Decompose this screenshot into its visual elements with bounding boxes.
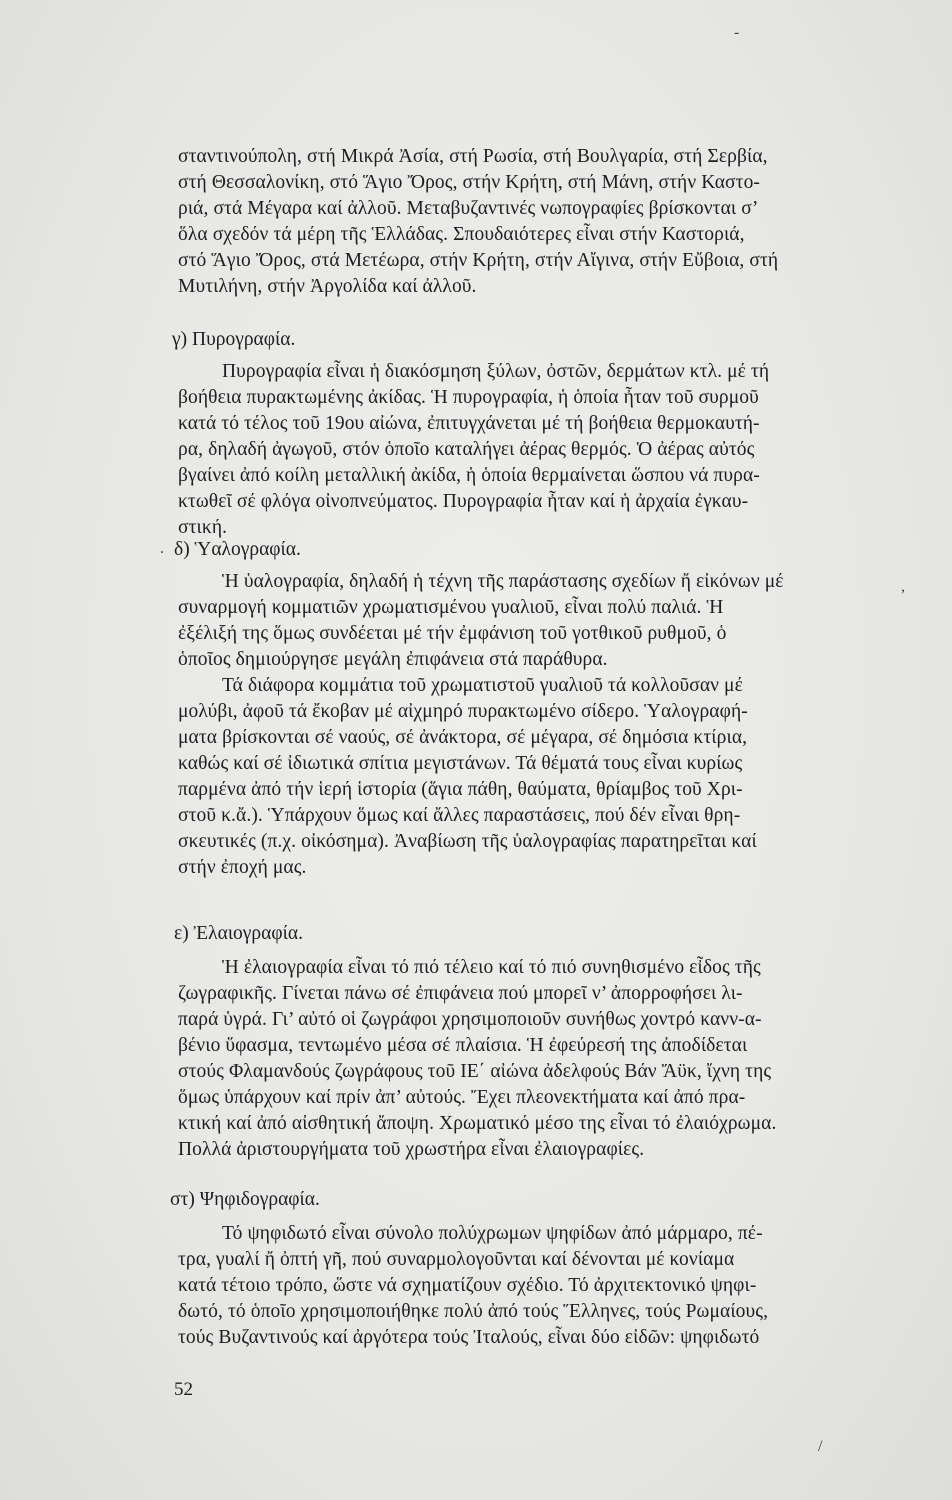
pyrography-line-3: κατά τό τέλος τοῦ 19ου αἰώνα, ἐπιτυγχάνεται μέ τή βοήθεια θερμοκαυτή- — [178, 413, 760, 434]
glass-line-10: στοῦ κ.ἄ.). Ὑπάρχουν ὅμως καί ἄλλες παραστάσεις, πού δέν εἶναι θρη- — [178, 805, 741, 826]
oil-line-2: ζωγραφικῆς. Γίνεται πάνω σέ ἐπιφάνεια πού μπορεῖ ν’ ἀπορροφήσει λι- — [178, 983, 743, 1004]
pyrography-line-5: βγαίνει ἀπό κοίλη μεταλλική ἀκίδα, ἡ ὁποία θερμαίνεται ὥσπου νά πυρα- — [178, 465, 760, 486]
oil-line-4: βένιο ὕφασμα, τεντωμένο μέσα σέ πλαίσια. Ἡ ἐφεύρεσή της ἀποδίδεται — [178, 1035, 748, 1056]
scan-mark-left: . — [160, 540, 164, 557]
mosaic-line-1: Τό ψηφιδωτό εἶναι σύνολο πολύχρωμων ψηφίδων ἀπό μάρμαρο, πέ- — [222, 1223, 763, 1244]
glass-line-11: σκευτικές (π.χ. οἰκόσημα). Ἀναβίωση τῆς ὑαλογραφίας παρατηρεῖται καί — [178, 831, 757, 852]
intro-line-5: στό Ἅγιο Ὄρος, στά Μετέωρα, στήν Κρήτη, στήν Αἴγινα, στήν Εὔβοια, στή — [178, 250, 779, 271]
glass-line-8: καθώς καί σέ ἰδιωτικά σπίτια μεγιστάνων. Τά θέματά τους εἶναι κυρίως — [178, 753, 743, 774]
glass-heading: δ) Ὑαλογραφία. — [174, 539, 301, 560]
glass-line-5: Τά διάφορα κομμάτια τοῦ χρωματιστοῦ γυαλιοῦ τά κολλοῦσαν μέ — [222, 675, 743, 696]
intro-line-4: ὅλα σχεδόν τά μέρη τῆς Ἑλλάδας. Σπουδαιότερες εἶναι στήν Καστοριά, — [178, 224, 745, 245]
intro-line-3: ριά, στά Μέγαρα καί ἀλλοῦ. Μεταβυζαντινές νωπογραφίες βρίσκονται σ’ — [178, 198, 759, 219]
oil-line-1: Ἡ ἐλαιογραφία εἶναι τό πιό τέλειο καί τό πιό συνηθισμένο εἶδος τῆς — [222, 957, 761, 978]
glass-line-7: ματα βρίσκονται σέ ναούς, σέ ἀνάκτορα, σέ μέγαρα, σέ δημόσια κτίρια, — [178, 727, 748, 748]
mosaic-line-3: κατά τέτοιο τρόπο, ὥστε νά σχηματίζουν σχέδιο. Τό ἀρχιτεκτονικό ψηφι- — [178, 1275, 757, 1296]
glass-line-9: παρμένα ἀπό τήν ἱερή ἱστορία (ἅγια πάθη, θαύματα, θρίαμβος τοῦ Χρι- — [178, 779, 743, 800]
scan-mark-top: - — [734, 24, 740, 41]
mosaic-line-4: δωτό, τό ὁποῖο χρησιμοποιήθηκε πολύ ἀπό τούς Ἕλληνες, τούς Ρωμαίους, — [178, 1301, 769, 1322]
mosaic-line-5: τούς Βυζαντινούς καί ἀργότερα τούς Ἰταλούς, εἶναι δύο εἰδῶν: ψηφιδωτό — [178, 1327, 760, 1348]
pyrography-line-2: βοήθεια πυρακτωμένης ἀκίδας. Ἡ πυρογραφία, ἡ ὁποία ἦταν τοῦ συρμοῦ — [178, 387, 759, 408]
mosaic-line-2: τρα, γυαλί ἤ ὀπτή γῆ, πού συναρμολογοῦνται καί δένονται μέ κονίαμα — [178, 1249, 735, 1270]
page-number: 52 — [174, 1379, 193, 1400]
glass-line-6: μολύβι, ἀφοῦ τά ἔκοβαν μέ αἰχμηρό πυρακτωμένο σίδερο. Ὑαλογραφή- — [178, 701, 748, 722]
intro-line-2: στή Θεσσαλονίκη, στό Ἅγιο Ὄρος, στήν Κρήτη, στή Μάνη, στήν Καστο- — [178, 172, 761, 193]
glass-line-1: Ἡ ὑαλογραφία, δηλαδή ἡ τέχνη τῆς παράστασης σχεδίων ἤ εἰκόνων μέ — [222, 571, 784, 592]
glass-line-2: συναρμογή κομματιῶν χρωματισμένου γυαλιοῦ, εἶναι πολύ παλιά. Ἡ — [178, 597, 724, 618]
oil-line-6: ὅμως ὑπάρχουν καί πρίν ἀπ’ αὐτούς. Ἔχει πλεονεκτήματα καί ἀπό πρα- — [178, 1087, 746, 1108]
pyrography-line-1: Πυρογραφία εἶναι ἡ διακόσμηση ξύλων, ὀστῶν, δερμάτων κτλ. μέ τή — [222, 361, 770, 382]
scan-mark-right: , — [901, 578, 905, 595]
pyrography-heading: γ) Πυρογραφία. — [172, 329, 296, 350]
oil-line-5: στούς Φλαμανδούς ζωγράφους τοῦ ΙΕ΄ αἰώνα ἀδελφούς Βάν Ἄϋκ, ἴχνη της — [178, 1061, 772, 1082]
pyrography-line-4: ρα, δηλαδή ἀγωγοῦ, στόν ὁποῖο καταλήγει ἀέρας θερμός. Ὁ ἀέρας αὐτός — [178, 439, 755, 460]
oil-line-7: κτική καί ἀπό αἰσθητική ἄποψη. Χρωματικό μέσο της εἶναι τό ἐλαιόχρωμα. — [178, 1113, 777, 1134]
glass-line-4: ὁποῖος δημιούργησε μεγάλη ἐπιφάνεια στά παράθυρα. — [178, 649, 608, 670]
pyrography-line-7: στική. — [178, 517, 228, 538]
oil-line-3: παρά ὑγρά. Γι’ αὐτό οἱ ζωγράφοι χρησιμοποιοῦν συνήθως χοντρό κανν-α- — [178, 1009, 762, 1030]
glass-line-3: ἐξέλιξή της ὅμως συνδέεται μέ τήν ἐμφάνιση τοῦ γοτθικοῦ ρυθμοῦ, ὁ — [178, 623, 727, 644]
oil-line-8: Πολλά ἀριστουργήματα τοῦ χρωστήρα εἶναι ἐλαιογραφίες. — [178, 1139, 645, 1160]
oil-heading: ε) Ἐλαιογραφία. — [174, 923, 303, 944]
scan-mark-bottom: / — [818, 1438, 823, 1455]
intro-line-1: σταντινούπολη, στή Μικρά Ἀσία, στή Ρωσία, στή Βουλγαρία, στή Σερβία, — [178, 146, 768, 167]
intro-line-6: Μυτιλήνη, στήν Ἀργολίδα καί ἀλλοῦ. — [178, 276, 477, 297]
mosaic-heading: στ) Ψηφιδογραφία. — [170, 1189, 320, 1210]
pyrography-line-6: κτωθεῖ σέ φλόγα οἰνοπνεύματος. Πυρογραφία ἦταν καί ἡ ἀρχαία ἐγκαυ- — [178, 491, 749, 512]
glass-line-12: στήν ἐποχή μας. — [178, 857, 307, 878]
